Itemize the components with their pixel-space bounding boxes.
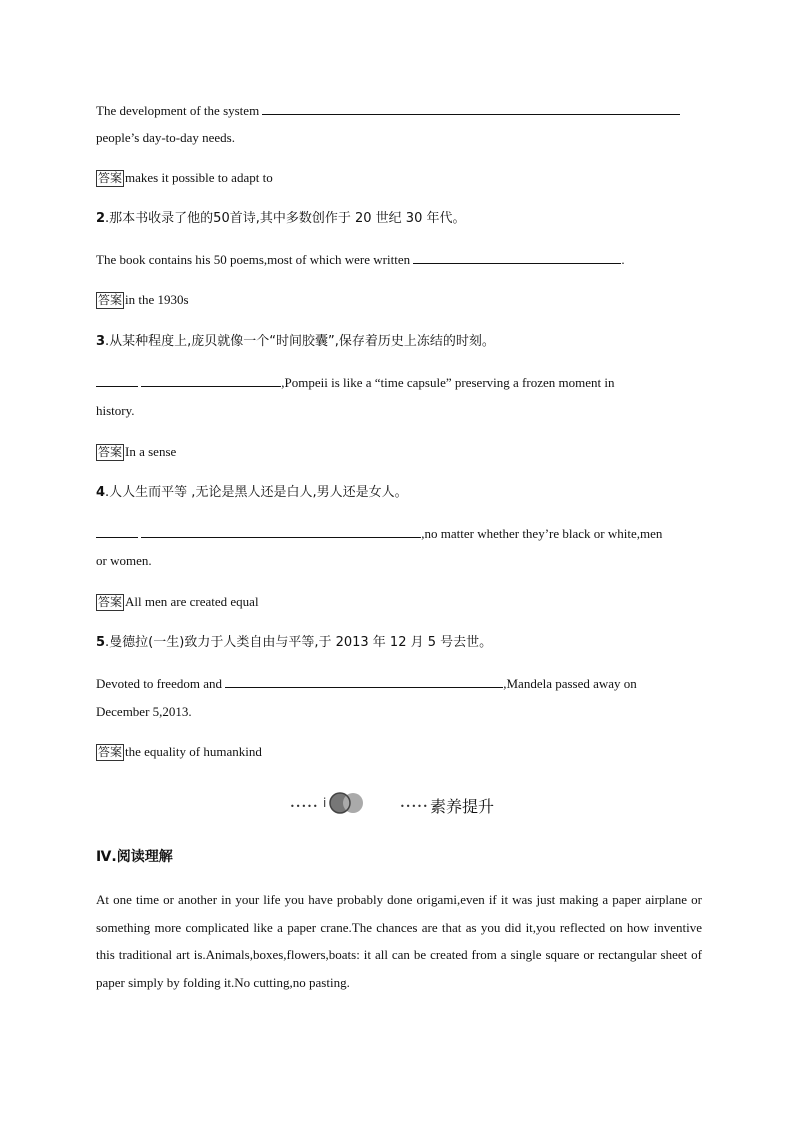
- q5-sentence-line1: [96, 675, 637, 693]
- q2-number: 2: [96, 211, 106, 226]
- q2-chinese: [96, 210, 465, 228]
- q3-chinese-text: .从某种程度上,庞贝就像一个“时间胶囊”,保存着历史上冻结的时刻。: [105, 334, 495, 349]
- q5-number: 5: [96, 635, 106, 650]
- q4-answer-text: All men are created equal: [125, 594, 259, 609]
- section-dots-right: •••••: [400, 802, 429, 811]
- q4-sentence-line2: or women.: [96, 553, 152, 568]
- q2-answer-text: in the 1930s: [125, 292, 189, 307]
- q2-chinese-text: .那本书收录了他的50首诗,其中多数创作于 20 世纪 30 年代。: [105, 211, 466, 226]
- answer-tag: 答案: [98, 293, 123, 307]
- q3-sentence-line1: [96, 374, 614, 392]
- section-title: 素养提升: [430, 797, 495, 816]
- answer-tag: 答案: [98, 595, 123, 609]
- q4-chinese-text: .人人生而平等 ,无论是黑人还是白人,男人还是女人。: [105, 485, 408, 500]
- q1-sentence-line1: [96, 102, 680, 120]
- q5-answer-text: the equality of humankind: [125, 744, 262, 759]
- q1-answer: [96, 169, 273, 187]
- q4-number: 4: [96, 485, 106, 500]
- reading-heading: Ⅳ.阅读理解: [96, 849, 173, 865]
- q5-sentence-prefix: Devoted to freedom and: [96, 676, 222, 691]
- q4-blank-1[interactable]: [96, 525, 138, 538]
- q1-answer-text: makes it possible to adapt to: [125, 170, 273, 185]
- q5-sentence-line2: December 5,2013.: [96, 704, 192, 719]
- q4-sentence-line1: [96, 525, 662, 543]
- q3-answer-text: In a sense: [125, 444, 177, 459]
- answer-tag: 答案: [98, 171, 123, 185]
- reading-paragraph: At one time or another in your life you have probably done origami,even if it was just making a paper airplane or something more complicated like a paper crane.The chances are that as you did it,you reflected on how inventive this traditional art is.Animals,boxes,flowers,boats: it all can be created from a single square or rectangular sheet of paper simply by folding it.No cutting,no pasting.: [96, 892, 702, 990]
- answer-tag: 答案: [98, 445, 123, 459]
- q5-chinese-text: .曼德拉(一生)致力于人类自由与平等,于 2013 年 12 月 5 号去世。: [105, 635, 493, 650]
- q2-sentence-suffix: .: [621, 252, 625, 267]
- q4-chinese: [96, 484, 408, 502]
- section-dots-left: •••••: [290, 802, 319, 811]
- section-logo-icon: [322, 790, 366, 816]
- section-divider: [0, 790, 794, 818]
- q5-sentence-suffix: ,Mandela passed away on: [503, 676, 637, 691]
- q1-blank[interactable]: [262, 102, 680, 115]
- q1-sentence-line2: people’s day-to-day needs.: [96, 130, 235, 145]
- q5-chinese: [96, 634, 492, 652]
- q3-number: 3: [96, 334, 106, 349]
- answer-tag: 答案: [98, 745, 123, 759]
- q2-answer: [96, 291, 189, 309]
- q3-sentence-line2: history.: [96, 403, 135, 418]
- q4-answer: [96, 593, 259, 611]
- q2-sentence: [96, 251, 625, 269]
- q5-answer: [96, 743, 262, 761]
- q3-blank-2[interactable]: [141, 374, 281, 387]
- q3-answer: [96, 443, 176, 461]
- q5-blank[interactable]: [225, 675, 503, 688]
- q3-blank-1[interactable]: [96, 374, 138, 387]
- svg-text:i: i: [323, 796, 327, 810]
- q1-sentence-prefix: The development of the system: [96, 103, 260, 118]
- q2-blank[interactable]: [413, 251, 621, 264]
- q2-sentence-prefix: The book contains his 50 poems,most of which were written: [96, 252, 411, 267]
- q3-sentence-suffix: ,Pompeii is like a “time capsule” preserving a frozen moment in: [281, 375, 615, 390]
- q4-sentence-suffix: ,no matter whether they’re black or white,men: [421, 526, 663, 541]
- q3-chinese: [96, 333, 495, 351]
- q4-blank-2[interactable]: [141, 525, 421, 538]
